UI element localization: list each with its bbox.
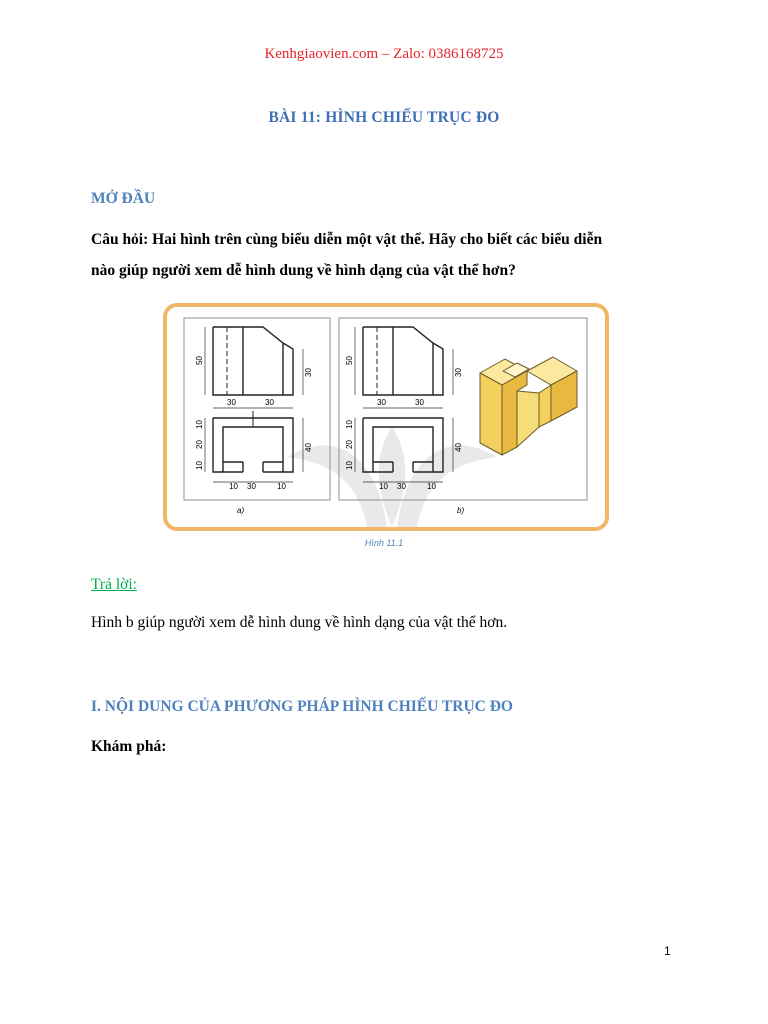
dim-a-bottom-10-right: 10 [277, 482, 286, 491]
page-number: 1 [664, 944, 671, 958]
dim-b-30-top-right: 30 [415, 398, 424, 407]
dim-a-40: 40 [304, 443, 313, 452]
section-one-heading: I. NỘI DUNG CỦA PHƯƠNG PHÁP HÌNH CHIẾU TRỤC ĐO [91, 698, 513, 715]
document-title: BÀI 11: HÌNH CHIẾU TRỤC ĐO [268, 109, 500, 126]
panel-a-border [184, 318, 330, 500]
dim-b-bottom-30: 30 [397, 482, 406, 491]
panel-b-front-view [363, 327, 443, 395]
dim-a-10-lower: 10 [195, 461, 204, 470]
technical-drawing [167, 307, 605, 527]
figure-frame [163, 303, 609, 531]
panel-a-label: a) [237, 506, 245, 515]
dim-a-30-top-right: 30 [265, 398, 274, 407]
question-line-2: nào giúp người xem dễ hình dung về hình dạng của vật thể hơn? [91, 262, 516, 279]
page-header: Kenhgiaovien.com – Zalo: 0386168725 [264, 46, 504, 62]
dim-b-10-upper: 10 [345, 420, 354, 429]
dim-b-40: 40 [454, 443, 463, 452]
dim-a-50: 50 [195, 356, 204, 365]
dim-a-bottom-10-left: 10 [229, 482, 238, 491]
section-one-sub: Khám phá: [91, 738, 167, 755]
dim-a-30-top-left: 30 [227, 398, 236, 407]
dim-b-20: 20 [345, 440, 354, 449]
dim-b-10-lower: 10 [345, 461, 354, 470]
dim-a-20: 20 [195, 440, 204, 449]
dim-a-30-right: 30 [304, 368, 313, 377]
panel-b-label: b) [457, 506, 465, 515]
figure-caption: Hình 11.1 [364, 538, 404, 548]
dim-b-30-right: 30 [454, 368, 463, 377]
question-line-1: Câu hỏi: Hai hình trên cùng biểu diễn một vật thể. Hãy cho biết các biểu diễn [91, 231, 603, 248]
panel-a-front-view [213, 327, 293, 395]
isometric-object [480, 357, 577, 455]
answer-label: Trả lời: [91, 576, 137, 593]
dim-a-10-upper: 10 [195, 420, 204, 429]
dim-b-50: 50 [345, 356, 354, 365]
watermark-logo [287, 427, 497, 527]
dim-a-bottom-30: 30 [247, 482, 256, 491]
panel-a-top-view [213, 411, 293, 472]
answer-text: Hình b giúp người xem dễ hình dung về hình dạng của vật thể hơn. [91, 614, 508, 631]
dim-b-bottom-10-right: 10 [427, 482, 436, 491]
dim-b-30-top-left: 30 [377, 398, 386, 407]
section-intro-heading: MỞ ĐẦU [91, 190, 156, 207]
dim-b-bottom-10-left: 10 [379, 482, 388, 491]
